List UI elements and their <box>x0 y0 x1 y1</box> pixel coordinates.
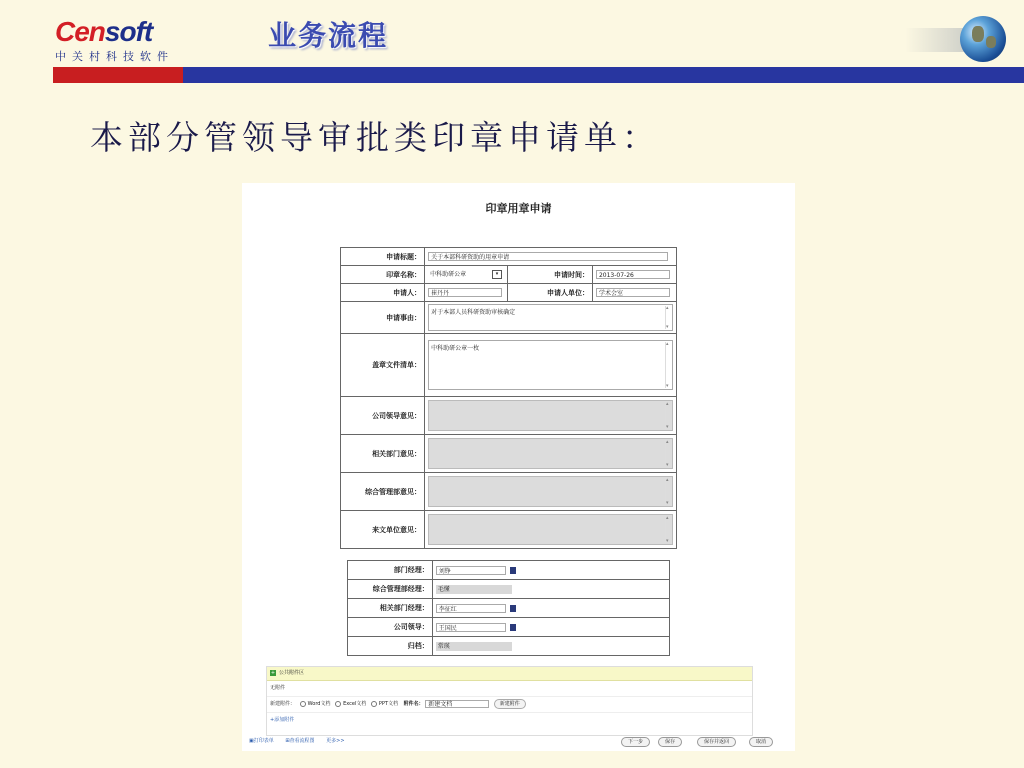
attachment-name-input[interactable]: 新建文档 <box>425 700 489 708</box>
attachment-header: + 公共附件区 <box>267 667 752 681</box>
no-attachment-text: 无附件 <box>267 681 752 697</box>
person-picker-icon[interactable] <box>510 605 516 612</box>
apply-time-label: 申请时间： <box>508 266 593 284</box>
apply-time-input[interactable]: 2013-07-26 <box>596 270 670 279</box>
save-return-button[interactable]: 保存并返回 <box>697 737 736 747</box>
censoft-logo <box>55 18 174 64</box>
person-picker-icon[interactable] <box>510 624 516 631</box>
cancel-button[interactable]: 取消 <box>749 737 773 747</box>
applicant-unit-input[interactable]: 学术会室 <box>596 288 670 297</box>
person-picker-icon[interactable] <box>510 567 516 574</box>
dropdown-arrow-icon[interactable]: ▾ <box>492 270 502 279</box>
approval-label: 归档： <box>348 637 433 656</box>
company-leader-opinion-field <box>428 400 673 431</box>
general-mgmt-opinion-field <box>428 476 673 507</box>
approval-input[interactable]: 李征红 <box>436 604 506 613</box>
print-form-link[interactable]: ▣打印表单 <box>249 738 274 744</box>
globe-icon <box>905 14 1015 66</box>
approval-table <box>347 560 670 656</box>
attachment-panel <box>266 666 753 736</box>
related-dept-opinion-field <box>428 438 673 469</box>
applicant-unit-label: 申请人单位： <box>508 284 593 302</box>
incoming-unit-opinion-label: 来文单位意见： <box>341 511 425 549</box>
approval-label: 部门经理： <box>348 561 433 580</box>
related-dept-opinion-label: 相关部门意见： <box>341 435 425 473</box>
seal-name-label: 印章名称： <box>341 266 425 284</box>
apply-title-input[interactable]: 关于本部科研资助的用章申请 <box>428 252 668 261</box>
applicant-input[interactable]: 崔丹丹 <box>428 288 502 297</box>
approval-input[interactable]: 刘铮 <box>436 566 506 575</box>
slide-title: 业务流程 <box>268 19 389 52</box>
form-screenshot <box>242 183 795 751</box>
application-form-table <box>340 247 677 549</box>
slide-subtitle: 本部分管领导审批类印章申请单： <box>90 118 660 157</box>
reason-label: 申请事由： <box>341 302 425 334</box>
next-step-button[interactable]: 下一步 <box>621 737 650 747</box>
general-mgmt-opinion-label: 综合管理部意见： <box>341 473 425 511</box>
more-link[interactable]: 更多>> <box>326 738 345 744</box>
logo-wordmark: Censoft <box>55 16 153 47</box>
view-flowchart-link[interactable]: ⊞查看流程图 <box>285 738 315 744</box>
create-attachment-button[interactable]: 新建附件 <box>494 699 526 709</box>
incoming-unit-opinion-field <box>428 514 673 545</box>
approval-label: 相关部门经理： <box>348 599 433 618</box>
approval-readonly: 常瑛 <box>436 642 512 651</box>
header-band-blue <box>183 67 1024 83</box>
add-attachment-link[interactable]: +添加附件 <box>270 717 295 723</box>
company-leader-opinion-label: 公司领导意见： <box>341 397 425 435</box>
new-attachment-row: 新建附件： Word文档 Excel文档 PPT文档 附件名： 新建文档 新建附件 <box>267 697 752 713</box>
header-band-red <box>53 67 183 83</box>
seal-name-select[interactable]: 中科助研公章 <box>428 270 490 279</box>
logo-subtitle: 中关村科技软件 <box>55 50 174 63</box>
ppt-radio[interactable] <box>371 701 377 707</box>
approval-label: 公司领导： <box>348 618 433 637</box>
apply-title-label: 申请标题： <box>341 248 425 266</box>
attachment-toggle-icon[interactable]: + <box>270 670 276 676</box>
doc-list-textarea[interactable]: 中科助研公章一枚 ▴ ▾ <box>428 340 673 390</box>
approval-input[interactable]: 王国民 <box>436 623 506 632</box>
doc-list-label: 盖章文件清单： <box>341 334 425 397</box>
save-button[interactable]: 保存 <box>658 737 682 747</box>
excel-radio[interactable] <box>335 701 341 707</box>
bottom-toolbar <box>249 734 789 748</box>
reason-textarea[interactable]: 对于本部人员科研资助审核确定 ▴ ▾ <box>428 304 673 331</box>
approval-readonly: 毛懂 <box>436 585 512 594</box>
approval-label: 综合管理部经理： <box>348 580 433 599</box>
form-title: 印章用章申请 <box>485 202 552 215</box>
applicant-label: 申请人： <box>341 284 425 302</box>
word-radio[interactable] <box>300 701 306 707</box>
